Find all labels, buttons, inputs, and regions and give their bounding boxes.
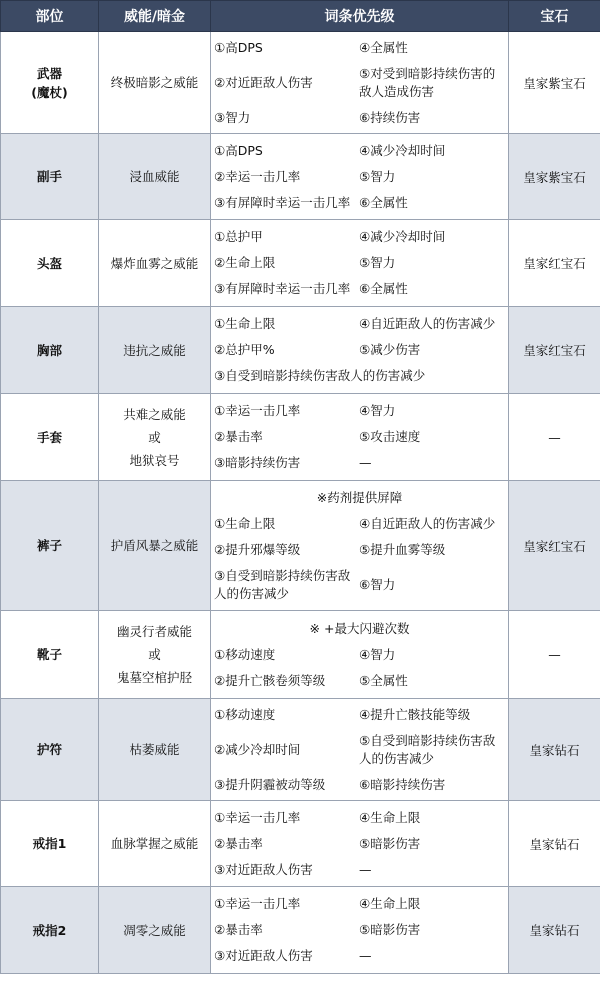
affix-item: ①移动速度 — [214, 706, 276, 722]
header-gem: 宝石 — [509, 1, 600, 32]
power-cell — [99, 481, 211, 611]
gem-cell: 皇家钻石 — [509, 801, 600, 887]
affix-item: ④提升亡骸技能等级 — [359, 706, 471, 722]
affix-item: ④生命上限 — [359, 809, 421, 825]
slot-cell — [1, 699, 99, 801]
affix-item: ⑥持续伤害 — [359, 109, 421, 125]
affix-item: — — [359, 948, 372, 963]
gem-cell: — — [509, 394, 600, 481]
gem-cell: 皇家钻石 — [509, 699, 600, 801]
affix-item: ②对近距敌人伤害 — [214, 74, 313, 90]
affix-item: ⑤智力 — [359, 168, 396, 184]
affix-item: ④减少冷却时间 — [359, 229, 446, 244]
slot-cell — [1, 611, 99, 699]
power-label: 终极暗影之威能 — [110, 75, 199, 90]
slot-cell — [1, 32, 99, 134]
affix-item: ③自受到暗影持续伤害敌人的伤害减少 — [214, 368, 426, 383]
affix-item: ③有屏障时幸运一击几率 — [214, 194, 351, 210]
header-affixes: 词条优先级 — [211, 1, 509, 32]
slot-cell — [1, 481, 99, 611]
power-cell — [99, 220, 211, 307]
affix-grid — [211, 35, 508, 131]
slot-label: 护符 — [36, 742, 62, 757]
table-row — [1, 801, 600, 887]
power-label: 违抗之威能 — [123, 342, 186, 358]
affix-cell — [211, 887, 509, 974]
table-row — [1, 481, 600, 611]
affix-item: ④自近距敌人的伤害减少 — [359, 515, 496, 531]
affix-item: ④生命上限 — [359, 896, 421, 911]
slot-cell — [1, 307, 99, 394]
affix-item: ②提升邪爆等级 — [214, 541, 301, 557]
affix-note: ※药剂提供屏障 — [316, 489, 403, 505]
affix-item: ①移动速度 — [214, 646, 276, 662]
affix-item: ①高DPS — [214, 39, 263, 55]
affix-cell — [211, 611, 509, 699]
header-row — [1, 1, 600, 32]
power-label: 或 — [148, 429, 161, 445]
affix-item: — — [359, 455, 372, 470]
slot-label: (魔杖) — [31, 84, 68, 100]
affix-item: ①总护甲 — [214, 229, 263, 244]
power-label: 浸血威能 — [129, 169, 180, 184]
affix-item: ⑤暗影伤害 — [359, 835, 421, 851]
power-label: 枯萎威能 — [129, 742, 180, 757]
power-cell — [99, 611, 211, 699]
power-label: 血脉掌握之威能 — [110, 836, 199, 851]
affix-grid — [211, 616, 508, 694]
affix-grid — [211, 224, 508, 302]
slot-label: 头盔 — [36, 255, 62, 271]
affix-item: ⑤对受到暗影持续伤害的敌人造成伤害 — [359, 65, 496, 99]
table-row — [1, 887, 600, 974]
table-row — [1, 32, 600, 134]
slot-label: 胸部 — [36, 342, 62, 358]
header-power: 威能/暗金 — [99, 1, 211, 32]
affix-note: ※ +最大闪避次数 — [309, 620, 410, 636]
power-label: 幽灵行者威能 — [116, 624, 192, 639]
gem-cell: 皇家钻石 — [509, 887, 600, 974]
affix-item: ②幸运一击几率 — [214, 168, 301, 184]
affix-item: ⑤全属性 — [359, 672, 408, 688]
affix-item: ⑤攻击速度 — [359, 429, 421, 444]
affix-item: ⑤提升血雾等级 — [359, 541, 446, 557]
affix-item: ⑤暗影伤害 — [359, 922, 421, 937]
power-cell — [99, 887, 211, 974]
affix-cell — [211, 134, 509, 220]
affix-item: ④智力 — [359, 403, 396, 418]
affix-cell — [211, 699, 509, 801]
affix-grid — [211, 138, 508, 216]
affix-cell — [211, 801, 509, 887]
affix-item: ②暴击率 — [214, 922, 263, 937]
affix-item: ⑥全属性 — [359, 194, 408, 210]
affix-item: ①生命上限 — [214, 515, 276, 531]
affix-item: ③暗影持续伤害 — [214, 455, 301, 470]
gem-cell: 皇家紫宝石 — [509, 32, 600, 134]
slot-cell — [1, 220, 99, 307]
affix-item: ⑤自受到暗影持续伤害敌人的伤害减少 — [359, 732, 496, 766]
slot-label: 戒指1 — [32, 836, 67, 851]
affix-item: ①生命上限 — [214, 316, 276, 331]
power-cell — [99, 134, 211, 220]
affix-item: ③有屏障时幸运一击几率 — [214, 281, 351, 296]
affix-item: ⑤减少伤害 — [359, 342, 421, 357]
affix-grid — [211, 485, 508, 607]
power-label: 鬼墓空棺护胫 — [116, 670, 192, 685]
affix-item: ②总护甲% — [214, 342, 275, 357]
affix-item: ②提升亡骸卷须等级 — [214, 672, 326, 688]
gem-cell: — — [509, 611, 600, 699]
affix-item: ③自受到暗影持续伤害敌人的伤害减少 — [214, 567, 351, 601]
slot-cell — [1, 801, 99, 887]
affix-item: ②减少冷却时间 — [214, 741, 301, 757]
table-row — [1, 611, 600, 699]
affix-grid — [211, 311, 508, 389]
power-label: 凋零之威能 — [123, 922, 186, 938]
affix-item: ⑥暗影持续伤害 — [359, 776, 446, 792]
affix-item: ②暴击率 — [214, 429, 263, 444]
affix-item: ②生命上限 — [214, 255, 276, 270]
affix-cell — [211, 394, 509, 481]
table-row — [1, 699, 600, 801]
power-cell — [99, 394, 211, 481]
affix-grid — [211, 702, 508, 798]
power-label: 地狱哀号 — [129, 452, 180, 468]
affix-item: ①幸运一击几率 — [214, 403, 301, 418]
power-cell — [99, 801, 211, 887]
affix-cell — [211, 220, 509, 307]
table-row — [1, 220, 600, 307]
header-slot: 部位 — [1, 1, 99, 32]
slot-label: 靴子 — [36, 647, 62, 662]
power-cell — [99, 307, 211, 394]
affix-item: ③对近距敌人伤害 — [214, 861, 313, 877]
slot-cell — [1, 394, 99, 481]
slot-label: 武器 — [36, 65, 62, 81]
affix-item: ③智力 — [214, 109, 251, 125]
table-row — [1, 394, 600, 481]
slot-label: 手套 — [36, 429, 62, 445]
slot-cell — [1, 134, 99, 220]
affix-cell — [211, 307, 509, 394]
power-label: 共难之威能 — [123, 406, 186, 422]
gem-cell: 皇家红宝石 — [509, 220, 600, 307]
affix-item: ④自近距敌人的伤害减少 — [359, 316, 496, 331]
slot-label: 戒指2 — [32, 922, 67, 938]
gem-cell: 皇家紫宝石 — [509, 134, 600, 220]
affix-item: ⑥全属性 — [359, 281, 408, 296]
affix-item: ③提升阴霾被动等级 — [214, 776, 326, 792]
power-cell — [99, 699, 211, 801]
table-row — [1, 134, 600, 220]
affix-cell — [211, 32, 509, 134]
affix-item: ④减少冷却时间 — [359, 142, 446, 158]
gem-cell: 皇家红宝石 — [509, 481, 600, 611]
affix-item: ③对近距敌人伤害 — [214, 948, 313, 963]
affix-item: ①高DPS — [214, 142, 263, 158]
power-label: 或 — [148, 647, 161, 662]
affix-item: ①幸运一击几率 — [214, 809, 301, 825]
affix-grid — [211, 891, 508, 969]
affix-item: ⑤智力 — [359, 255, 396, 270]
affix-item: ④智力 — [359, 646, 396, 662]
affix-cell — [211, 481, 509, 611]
affix-item: ①幸运一击几率 — [214, 896, 301, 911]
power-label: 爆炸血雾之威能 — [110, 255, 199, 271]
affix-grid — [211, 805, 508, 883]
power-label: 护盾风暴之威能 — [110, 538, 199, 553]
affix-item: ④全属性 — [359, 39, 408, 55]
affix-item: ⑥智力 — [359, 576, 396, 592]
slot-label: 副手 — [36, 169, 62, 184]
power-cell — [99, 32, 211, 134]
affix-item: — — [359, 861, 372, 877]
gem-cell: 皇家红宝石 — [509, 307, 600, 394]
table-row — [1, 307, 600, 394]
affix-item: ②暴击率 — [214, 835, 263, 851]
slot-label: 裤子 — [36, 538, 62, 553]
affix-grid — [211, 398, 508, 476]
slot-cell — [1, 887, 99, 974]
